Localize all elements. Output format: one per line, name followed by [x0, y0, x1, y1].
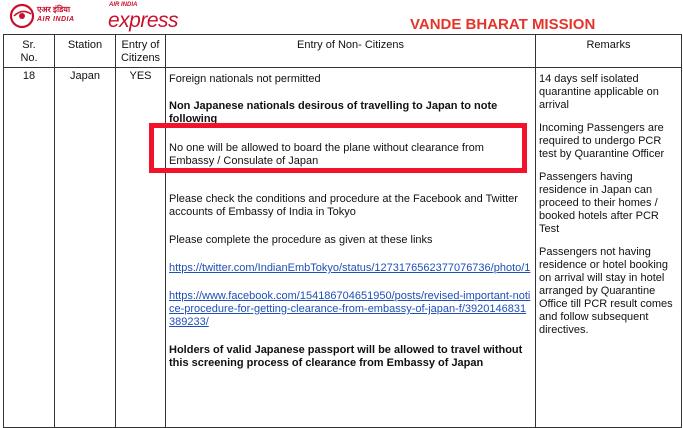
check-conditions-note: Please check the conditions and procedure at the Facebook and Twitter accounts of Embassy of India in Tokyo [169, 193, 518, 218]
express-logo-small: AIR INDIA [109, 2, 138, 8]
table-row [4, 68, 682, 428]
non-japanese-note: Non Japanese nationals desirous of travelling to Japan to note following [169, 100, 498, 125]
air-india-logo-text: AIR INDIA [37, 16, 75, 23]
travel-rules-table [3, 34, 682, 428]
air-india-logo-hindi: एअर इंडिया [37, 5, 71, 14]
japanese-passport-note: Holders of valid Japanese passport will be allowed to travel without this screening process of clearance from Embassy of Japan [169, 344, 523, 369]
remark-pcr-test: Incoming Passengers are required to undergo PCR test by Quarantine Officer [539, 122, 665, 160]
highlight-box [149, 123, 527, 173]
facebook-link[interactable]: https://www.facebook.com/154186704651950/posts/revised-important-notice-procedure-for-getting-clearance-from-embassy-of-japan-f/3920146831389233/ [169, 290, 531, 328]
remark-residence: Passengers having residence in Japan can proceed to their homes / booked hotels after PCR Test [539, 171, 659, 235]
document-header [0, 0, 683, 36]
table-header-row [4, 35, 682, 68]
header-entry-non-citizens: Entry of Non- Citizens [166, 35, 536, 68]
header-entry-citizens: Entry of Citizens [116, 35, 166, 68]
remarks-cell [536, 68, 682, 428]
header-remarks: Remarks [536, 35, 682, 68]
remark-quarantine: 14 days self isolated quarantine applicable on arrival [539, 73, 659, 111]
sr-no-cell: 18 [4, 68, 55, 428]
express-logo-text: express [108, 9, 179, 32]
foreign-nationals-note: Foreign nationals not permitted [169, 73, 321, 85]
header-sr-no: Sr. No. [4, 35, 55, 68]
clearance-requirement-note: No one will be allowed to board the plane without clearance from Embassy / Consulate of Japan [169, 142, 484, 167]
station-cell: Japan [55, 68, 116, 428]
page-title: VANDE BHARAT MISSION [410, 16, 596, 33]
entry-citizens-cell: YES [116, 68, 166, 428]
header-station: Station [55, 35, 116, 68]
remark-no-residence: Passengers not having residence or hotel booking on arrival will stay in hotel arranged by Quarantine Office till PCR result comes and follow subsequent directives. [539, 246, 673, 336]
entry-non-citizens-cell [166, 68, 536, 428]
twitter-link[interactable]: https://twitter.com/IndianEmbTokyo/status/1273176562377076736/photo/1 [169, 262, 531, 274]
complete-procedure-note: Please complete the procedure as given at these links [169, 234, 433, 246]
